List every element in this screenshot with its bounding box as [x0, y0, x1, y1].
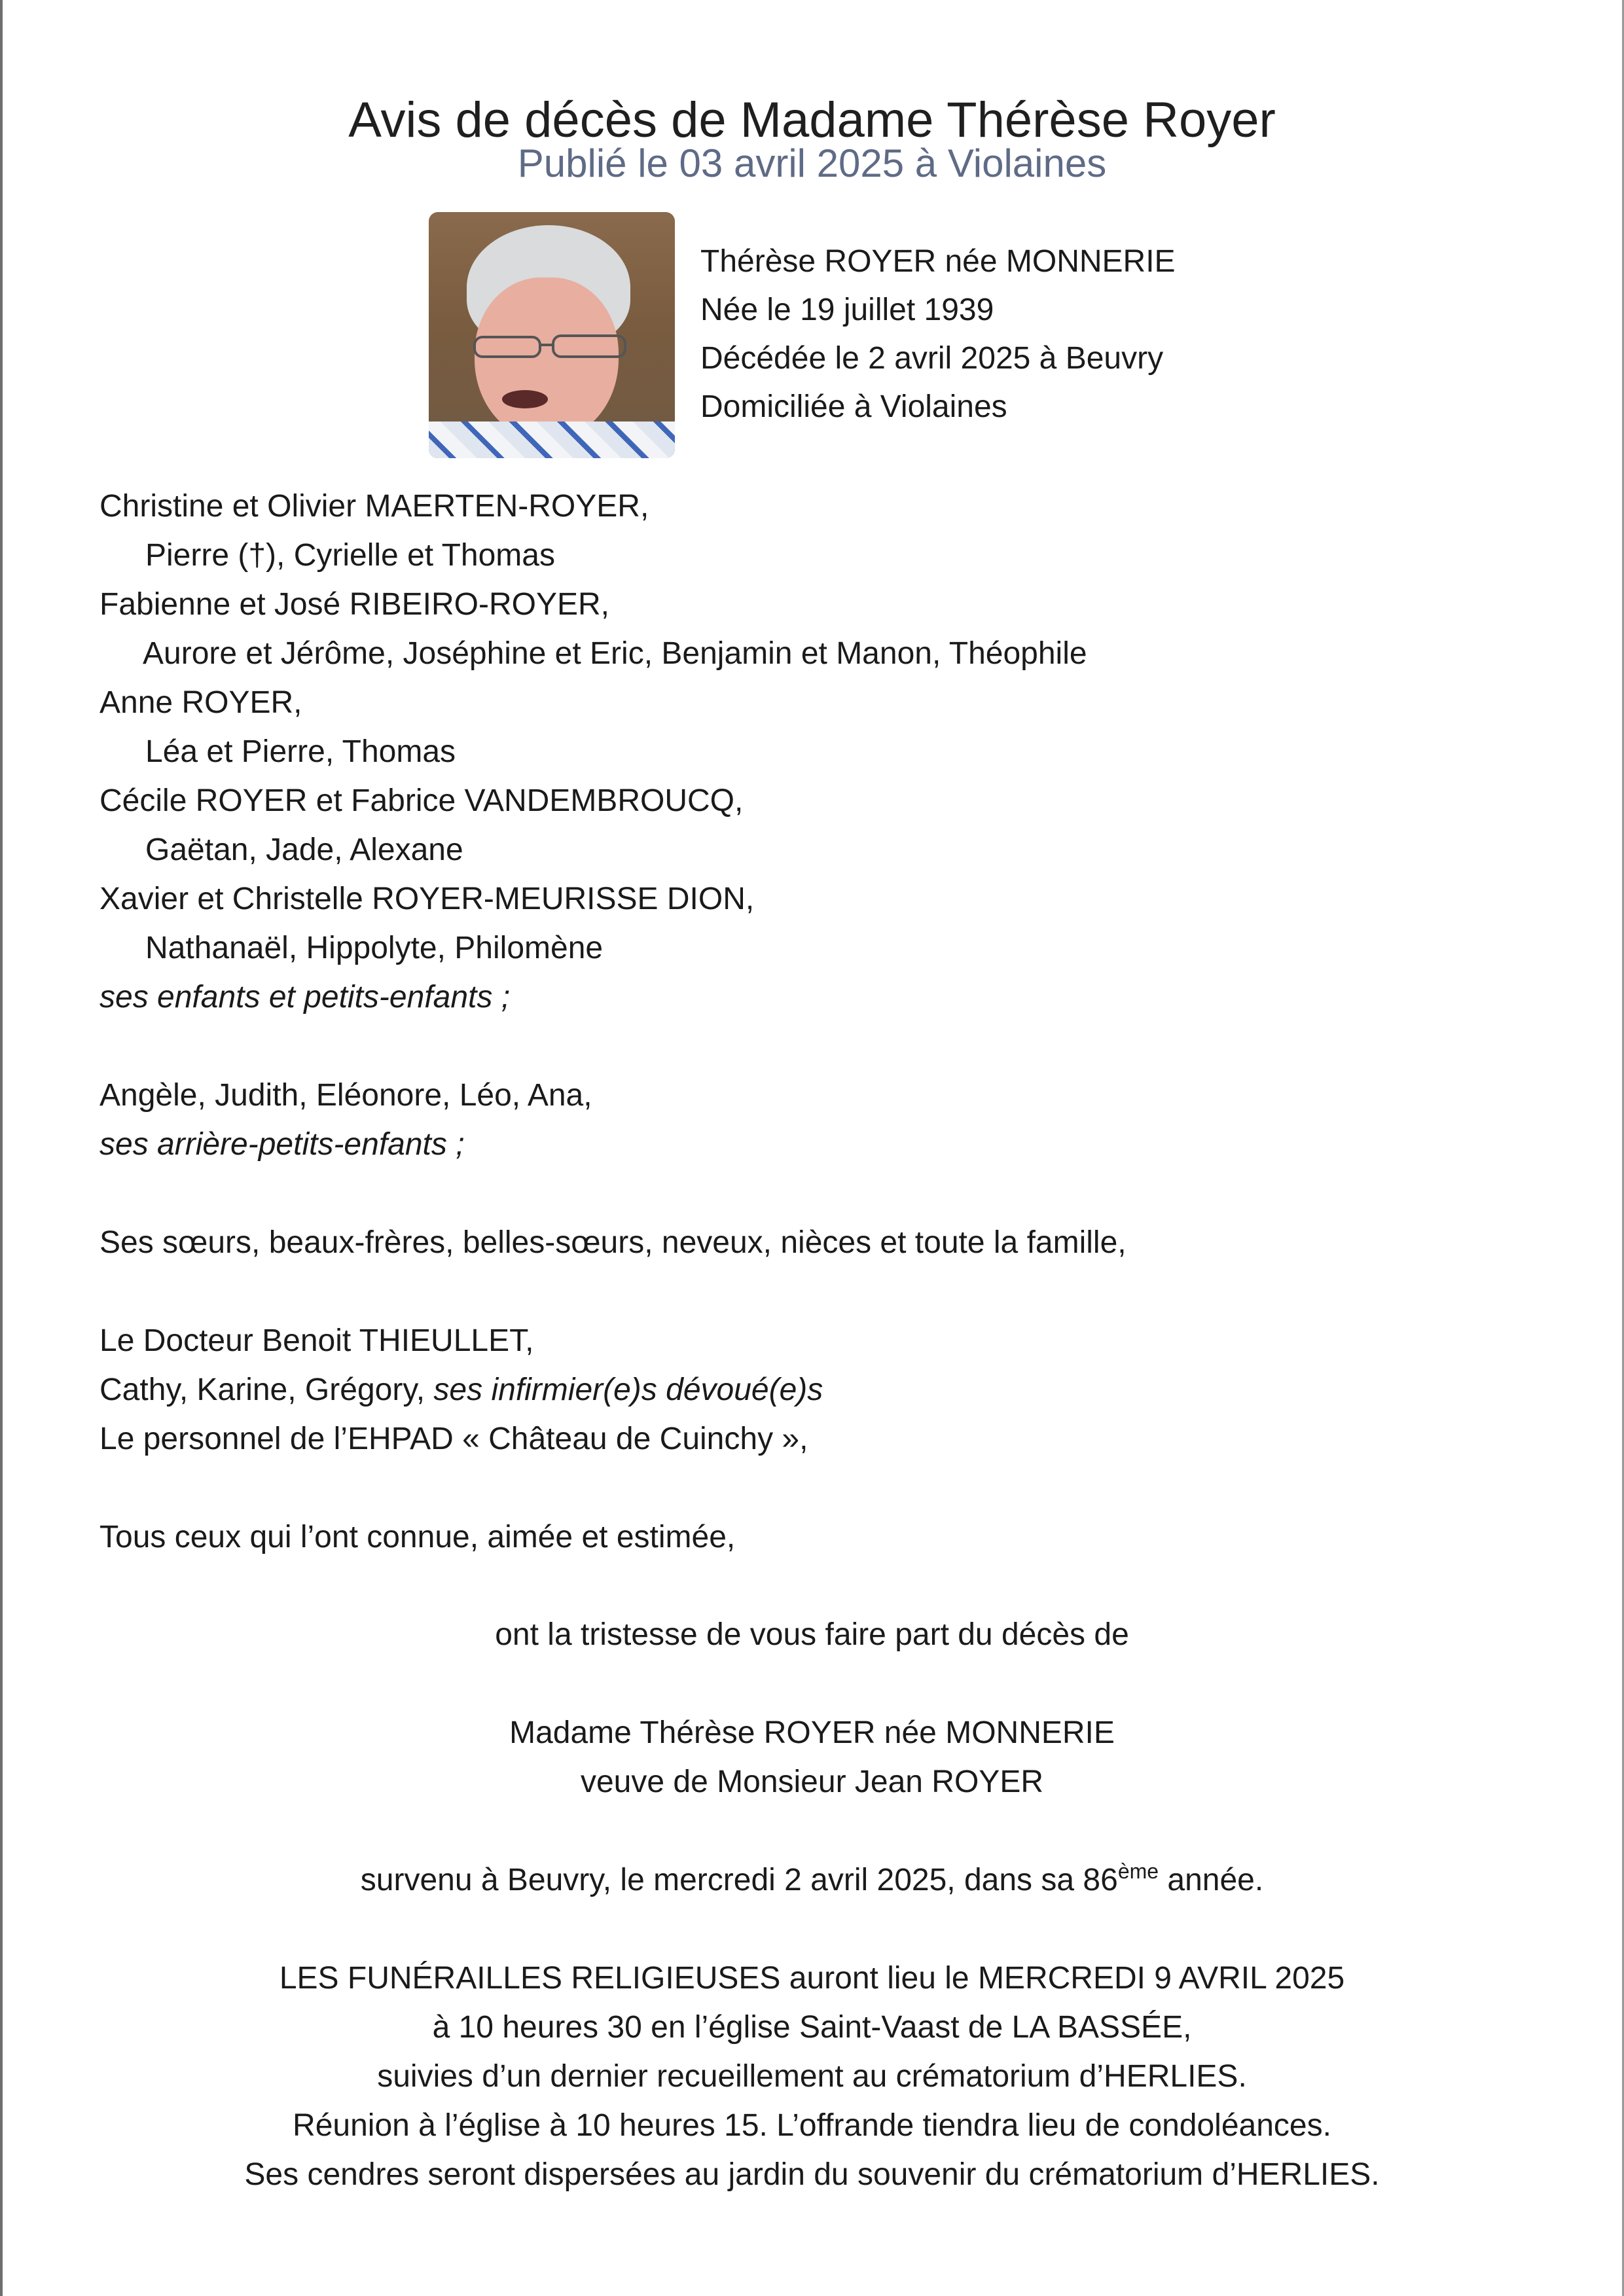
death-date: Décédée le 2 avril 2025 à Beuvry — [700, 341, 1164, 376]
family-line: Pierre (†), Cyrielle et Thomas — [145, 538, 555, 573]
portrait-glasses — [455, 333, 645, 361]
deceased-info — [700, 238, 1176, 432]
death-text: survenu à Beuvry, le mercredi 2 avril 2025, dans sa 86 — [360, 1863, 1118, 1897]
doctor-line: Le Docteur Benoit THIEULLET, — [99, 1323, 534, 1358]
funeral-line: LES FUNÉRAILLES RELIGIEUSES auront lieu le MERCREDI 9 AVRIL 2025 — [279, 1961, 1345, 1996]
family-line: Christine et Olivier MAERTEN-ROYER, — [99, 489, 649, 524]
nurses-label: ses infirmier(e)s dévoué(e)s — [433, 1372, 823, 1407]
portrait-photo — [429, 212, 675, 458]
all-line: Tous ceux qui l’ont connue, aimée et estimée, — [99, 1520, 736, 1554]
family-line: Xavier et Christelle ROYER-MEURISSE DION, — [99, 882, 755, 916]
great-grandchildren-names: Angèle, Judith, Eléonore, Léo, Ana, — [99, 1078, 592, 1113]
funeral-line: à 10 heures 30 en l’église Saint-Vaast de LA BASSÉE, — [432, 2010, 1192, 2045]
nurses-line — [99, 1371, 823, 1410]
page-border-left — [0, 0, 3, 2296]
family-line: Fabienne et José RIBEIRO-ROYER, — [99, 587, 609, 622]
nurses-names: Cathy, Karine, Grégory, — [99, 1372, 434, 1407]
portrait-mouth — [502, 390, 548, 408]
announcement-death — [0, 1861, 1624, 1900]
page-title: Avis de décès de Madame Thérèse Royer — [348, 92, 1276, 148]
family-line: Léa et Pierre, Thomas — [145, 734, 456, 769]
ehpad-line: Le personnel de l’EHPAD « Château de Cuinchy », — [99, 1422, 808, 1456]
announcement-intro: ont la tristesse de vous faire part du décès de — [495, 1617, 1129, 1652]
deceased-name: Thérèse ROYER née MONNERIE — [700, 244, 1176, 279]
announcement-name: Madame Thérèse ROYER née MONNERIE — [509, 1715, 1115, 1750]
announcement-widow: veuve de Monsieur Jean ROYER — [580, 1765, 1043, 1799]
funeral-line: Réunion à l’église à 10 heures 15. L’offrande tiendra lieu de condoléances. — [293, 2108, 1331, 2143]
portrait-shirt — [429, 422, 675, 458]
funeral-line: suivies d’un dernier recueillement au crématorium d’HERLIES. — [377, 2059, 1247, 2094]
death-text-end: année. — [1159, 1863, 1264, 1897]
death-ordinal-suffix: ème — [1117, 1859, 1159, 1883]
family-line: Anne ROYER, — [99, 685, 302, 720]
birth-date: Née le 19 juillet 1939 — [700, 293, 994, 327]
family-relation-label: ses enfants et petits-enfants ; — [99, 980, 511, 1014]
funeral-line: Ses cendres seront dispersées au jardin du souvenir du crématorium d’HERLIES. — [244, 2157, 1380, 2192]
siblings-line: Ses sœurs, beaux-frères, belles-sœurs, neveux, nièces et toute la famille, — [99, 1225, 1127, 1260]
family-line: Cécile ROYER et Fabrice VANDEMBROUCQ, — [99, 783, 744, 818]
family-line: Nathanaël, Hippolyte, Philomène — [145, 931, 604, 965]
family-line: Gaëtan, Jade, Alexane — [145, 833, 463, 867]
family-line: Aurore et Jérôme, Joséphine et Eric, Benjamin et Manon, Théophile — [143, 636, 1087, 671]
residence: Domiciliée à Violaines — [700, 389, 1007, 424]
great-grandchildren-label: ses arrière-petits-enfants ; — [99, 1127, 465, 1162]
publication-subtitle: Publié le 03 avril 2025 à Violaines — [517, 141, 1107, 185]
